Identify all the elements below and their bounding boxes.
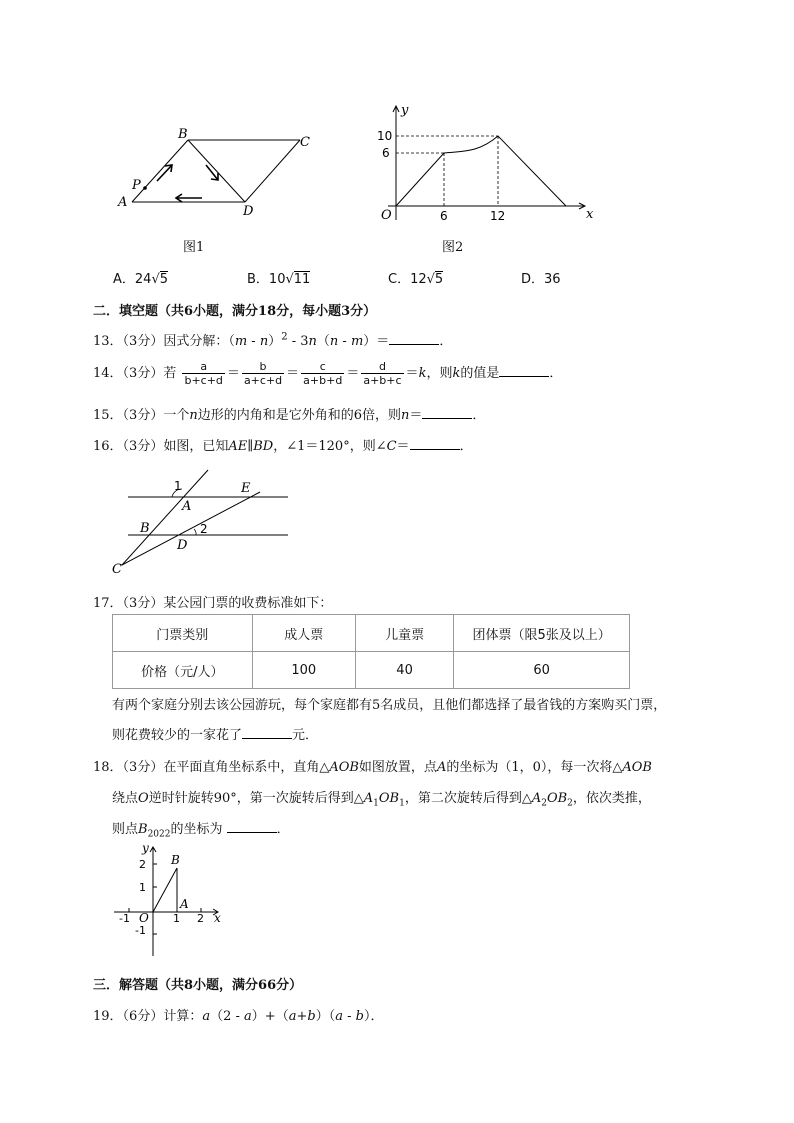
q18-l2-prefix: 绕点 <box>112 791 139 806</box>
q16-equals: ＝ <box>396 439 410 454</box>
equals-sign: ＝ <box>346 366 360 381</box>
arrow-left-icon <box>176 194 202 202</box>
label-b: B <box>178 127 188 142</box>
equals-sign: ＝ <box>226 366 240 381</box>
tick-label-y1: 1 <box>139 881 146 894</box>
q18-l2-suffix: ，依次类推， <box>572 791 651 806</box>
answer-blank[interactable] <box>389 332 439 345</box>
q18-a1: A <box>363 791 374 806</box>
label-a: A <box>180 897 189 911</box>
tick-label-xm1: -1 <box>119 912 130 925</box>
q18-sub2b: 2 <box>567 798 573 809</box>
table-row <box>113 615 630 652</box>
q14-k: k <box>418 366 427 381</box>
question-18-line-2 <box>112 787 651 809</box>
fraction-numerator: d <box>361 360 403 374</box>
angle-2-arc <box>194 529 196 535</box>
tick-y10: 10 <box>377 129 393 143</box>
question-15 <box>93 404 485 423</box>
option-c-radicand: 5 <box>434 272 444 287</box>
label-b: B <box>140 521 150 536</box>
q18-aob2: AOB <box>622 760 652 775</box>
q18-ob1: OB <box>378 791 400 806</box>
fraction-denominator: a+b+c <box>363 374 402 387</box>
q19-b1: b <box>307 1009 316 1024</box>
label-p: P <box>132 178 141 193</box>
q13-n: n <box>259 334 269 349</box>
q13-equals: ）＝ <box>363 334 390 349</box>
sqrt-icon: √ <box>426 272 435 287</box>
arrow-up-icon <box>157 165 172 181</box>
q18-l1-mid: 如图放置，点 <box>358 760 437 775</box>
table-row <box>113 652 630 689</box>
label-c: C <box>300 135 310 150</box>
table-cell: 100 <box>252 652 355 689</box>
q18-aob: AOB <box>329 760 359 775</box>
option-a <box>113 268 168 287</box>
table-header-cell: 团体票（限5张及以上） <box>454 615 630 652</box>
q19-p3: ）（ <box>315 1009 336 1024</box>
option-b-label: B．10 <box>247 272 286 287</box>
q14-mid: ，则 <box>426 366 453 381</box>
q16-end: ． <box>459 439 473 454</box>
answer-blank[interactable] <box>410 437 460 450</box>
sqrt-icon: √ <box>285 272 294 287</box>
q13-open: （ <box>316 334 330 349</box>
table-cell: 价格（元/人） <box>113 652 253 689</box>
option-c-label: C．12 <box>388 272 427 287</box>
fraction <box>301 360 344 387</box>
q19-prefix: 19．（6分）计算： <box>93 1009 203 1024</box>
fraction <box>242 360 284 387</box>
q18-l3-prefix: 则点 <box>112 822 139 837</box>
label-y: y <box>401 103 409 118</box>
q13-minus: - <box>247 334 260 349</box>
tick-label-x2: 2 <box>197 912 204 925</box>
q16-prefix: 16．（3分）如图，已知 <box>93 439 229 454</box>
table-header-cell: 成人票 <box>252 615 355 652</box>
sqrt-icon: √ <box>151 272 160 287</box>
q18-sub1: 1 <box>373 798 379 809</box>
tick-y6: 6 <box>382 146 390 160</box>
q18-a: A <box>436 760 447 775</box>
q13-n2: n <box>308 334 317 349</box>
question-19 <box>93 1005 384 1024</box>
label-b: B <box>171 853 180 867</box>
q18-sub1b: 1 <box>399 798 405 809</box>
q19-a4: a <box>335 1009 343 1024</box>
section-2-title: 二．填空题（共6小题，满分18分，每小题3分） <box>93 304 377 319</box>
segment-ob <box>153 868 177 912</box>
q19-b2: b <box>355 1009 364 1024</box>
ticket-price-table <box>112 614 630 689</box>
q18-l2-mid: 逆时针旋转90°，第一次旋转后得到△ <box>148 791 364 806</box>
equals-sign: ＝ <box>405 366 419 381</box>
point-p <box>143 186 147 190</box>
figure-16-parallel-lines <box>110 468 300 580</box>
q14-k2: k <box>452 366 461 381</box>
label-y: y <box>142 841 149 855</box>
question-16 <box>93 435 473 454</box>
q15-equals: ＝ <box>409 408 423 423</box>
q19-p4: ）． <box>363 1009 384 1024</box>
figure-18-coordinate-plane <box>110 842 230 962</box>
option-d: D．36 <box>521 272 561 287</box>
q13-minus2: - <box>338 334 351 349</box>
q13-exponent: 2 <box>281 331 288 343</box>
arrow-down-right-icon <box>206 165 218 180</box>
q14-prefix: 14．（3分）若 <box>93 366 177 381</box>
question-17: 17．（3分）某公园门票的收费标准如下： <box>93 596 333 611</box>
q19-p2: ）+（ <box>251 1009 289 1024</box>
option-b-radicand: 11 <box>293 272 311 287</box>
q18-ob2: OB <box>546 791 568 806</box>
graph-curve <box>396 136 566 206</box>
label-a: A <box>118 195 128 210</box>
q16-c: C <box>386 439 397 454</box>
fraction-denominator: a+b+d <box>303 374 343 387</box>
equals-sign: ＝ <box>286 366 300 381</box>
question-14 <box>93 360 562 387</box>
section-3-title: 三．解答题（共8小题，满分66分） <box>93 978 303 993</box>
q13-m2: m <box>350 334 364 349</box>
answer-blank[interactable] <box>499 364 549 377</box>
answer-blank[interactable] <box>227 820 277 833</box>
q17-line3-suffix: 元． <box>292 728 319 743</box>
label-2: 2 <box>200 522 208 536</box>
answer-blank[interactable] <box>242 726 292 739</box>
q17-line3-prefix: 则花费较少的一家花了 <box>112 728 243 743</box>
q15-n: n <box>189 408 198 423</box>
fraction-denominator: b+c+d <box>184 374 223 387</box>
q15-prefix: 15．（3分）一个 <box>93 408 190 423</box>
table-cell: 60 <box>454 652 630 689</box>
q13-end: ． <box>439 334 453 349</box>
q18-l3-suffix: 的坐标为 <box>170 822 223 837</box>
question-13 <box>93 330 452 349</box>
figure-1-caption: 图1 <box>183 240 205 255</box>
q18-sub2: 2 <box>541 798 547 809</box>
tick-x6: 6 <box>440 209 448 223</box>
table-header-cell: 儿童票 <box>355 615 453 652</box>
label-1: 1 <box>174 479 182 493</box>
q19-a1: a <box>202 1009 211 1024</box>
figure-2-graph <box>370 98 600 228</box>
q14-end: ． <box>549 366 563 381</box>
parallel-icon: ∥ <box>247 439 254 454</box>
label-o: O <box>139 911 149 925</box>
question-17-line-2: 有两个家庭分别去该公园游玩，每个家庭都有5名成员，且他们都选择了最省钱的方案购买门票， <box>112 698 667 713</box>
tick-x12: 12 <box>490 209 506 223</box>
q19-a3: a <box>288 1009 297 1024</box>
q15-n2: n <box>400 408 410 423</box>
question-18-line-1 <box>93 756 652 775</box>
option-c <box>388 268 443 287</box>
figure-1-parallelogram <box>110 125 330 230</box>
fraction-numerator: c <box>301 360 344 374</box>
q13-minus3: - 3 <box>287 334 309 349</box>
table-header-cell: 门票类别 <box>113 615 253 652</box>
q18-b: B <box>138 822 148 837</box>
q13-m: m <box>234 334 248 349</box>
figure-2-caption: 图2 <box>442 240 464 255</box>
fraction-denominator: a+c+d <box>243 374 283 387</box>
q18-l2-mid2: ，第二次旋转后得到△ <box>404 791 532 806</box>
q18-sub2022: 2022 <box>147 829 171 840</box>
label-d: D <box>243 204 254 219</box>
table-cell: 40 <box>355 652 453 689</box>
label-c: C <box>112 562 122 577</box>
label-x: x <box>586 207 594 222</box>
option-b <box>247 268 310 287</box>
transversal-ca <box>122 470 208 565</box>
fraction <box>361 360 403 387</box>
q13-n3: n <box>329 334 339 349</box>
label-x: x <box>214 911 221 925</box>
fraction-numerator: b <box>242 360 284 374</box>
tick-label-x1: 1 <box>173 912 180 925</box>
q18-l1-prefix: 18．（3分）在平面直角坐标系中，直角△ <box>93 760 330 775</box>
label-a: A <box>182 499 192 514</box>
question-17-line-3 <box>112 724 318 743</box>
q18-l1-mid2: 的坐标为（1，0），每一次将△ <box>446 760 623 775</box>
label-e: E <box>241 481 251 496</box>
segment-bd <box>188 140 245 202</box>
q16-ae: AE <box>228 439 248 454</box>
q19-a2: a <box>244 1009 252 1024</box>
q15-mid: 边形的内角和是它外角和的6倍，则 <box>197 408 401 423</box>
answer-blank[interactable] <box>422 406 472 419</box>
option-a-radicand: 5 <box>159 272 169 287</box>
q13-paren: ） <box>268 334 282 349</box>
label-d: D <box>177 538 188 553</box>
q18-o: O <box>138 791 149 806</box>
q16-mid: ，∠1＝120°，则∠ <box>273 439 387 454</box>
segment-cd <box>245 140 300 202</box>
q13-prefix: 13．（3分）因式分解：（ <box>93 334 235 349</box>
tick-label-ym1: -1 <box>135 924 146 937</box>
question-18-line-3 <box>112 818 290 840</box>
q15-end: ． <box>472 408 486 423</box>
q14-suffix: 的值是 <box>460 366 500 381</box>
q18-end: ． <box>276 822 290 837</box>
q19-p1: （2 - <box>210 1009 245 1024</box>
q18-a2: A <box>531 791 542 806</box>
option-a-label: A．24 <box>113 272 152 287</box>
q19-plus: + <box>296 1009 308 1024</box>
q16-bd: BD <box>253 439 274 454</box>
fraction <box>182 360 224 387</box>
tick-label-y2: 2 <box>139 858 146 871</box>
q19-minus: - <box>342 1009 356 1024</box>
label-origin: O <box>381 208 392 223</box>
fraction-numerator: a <box>182 360 224 374</box>
